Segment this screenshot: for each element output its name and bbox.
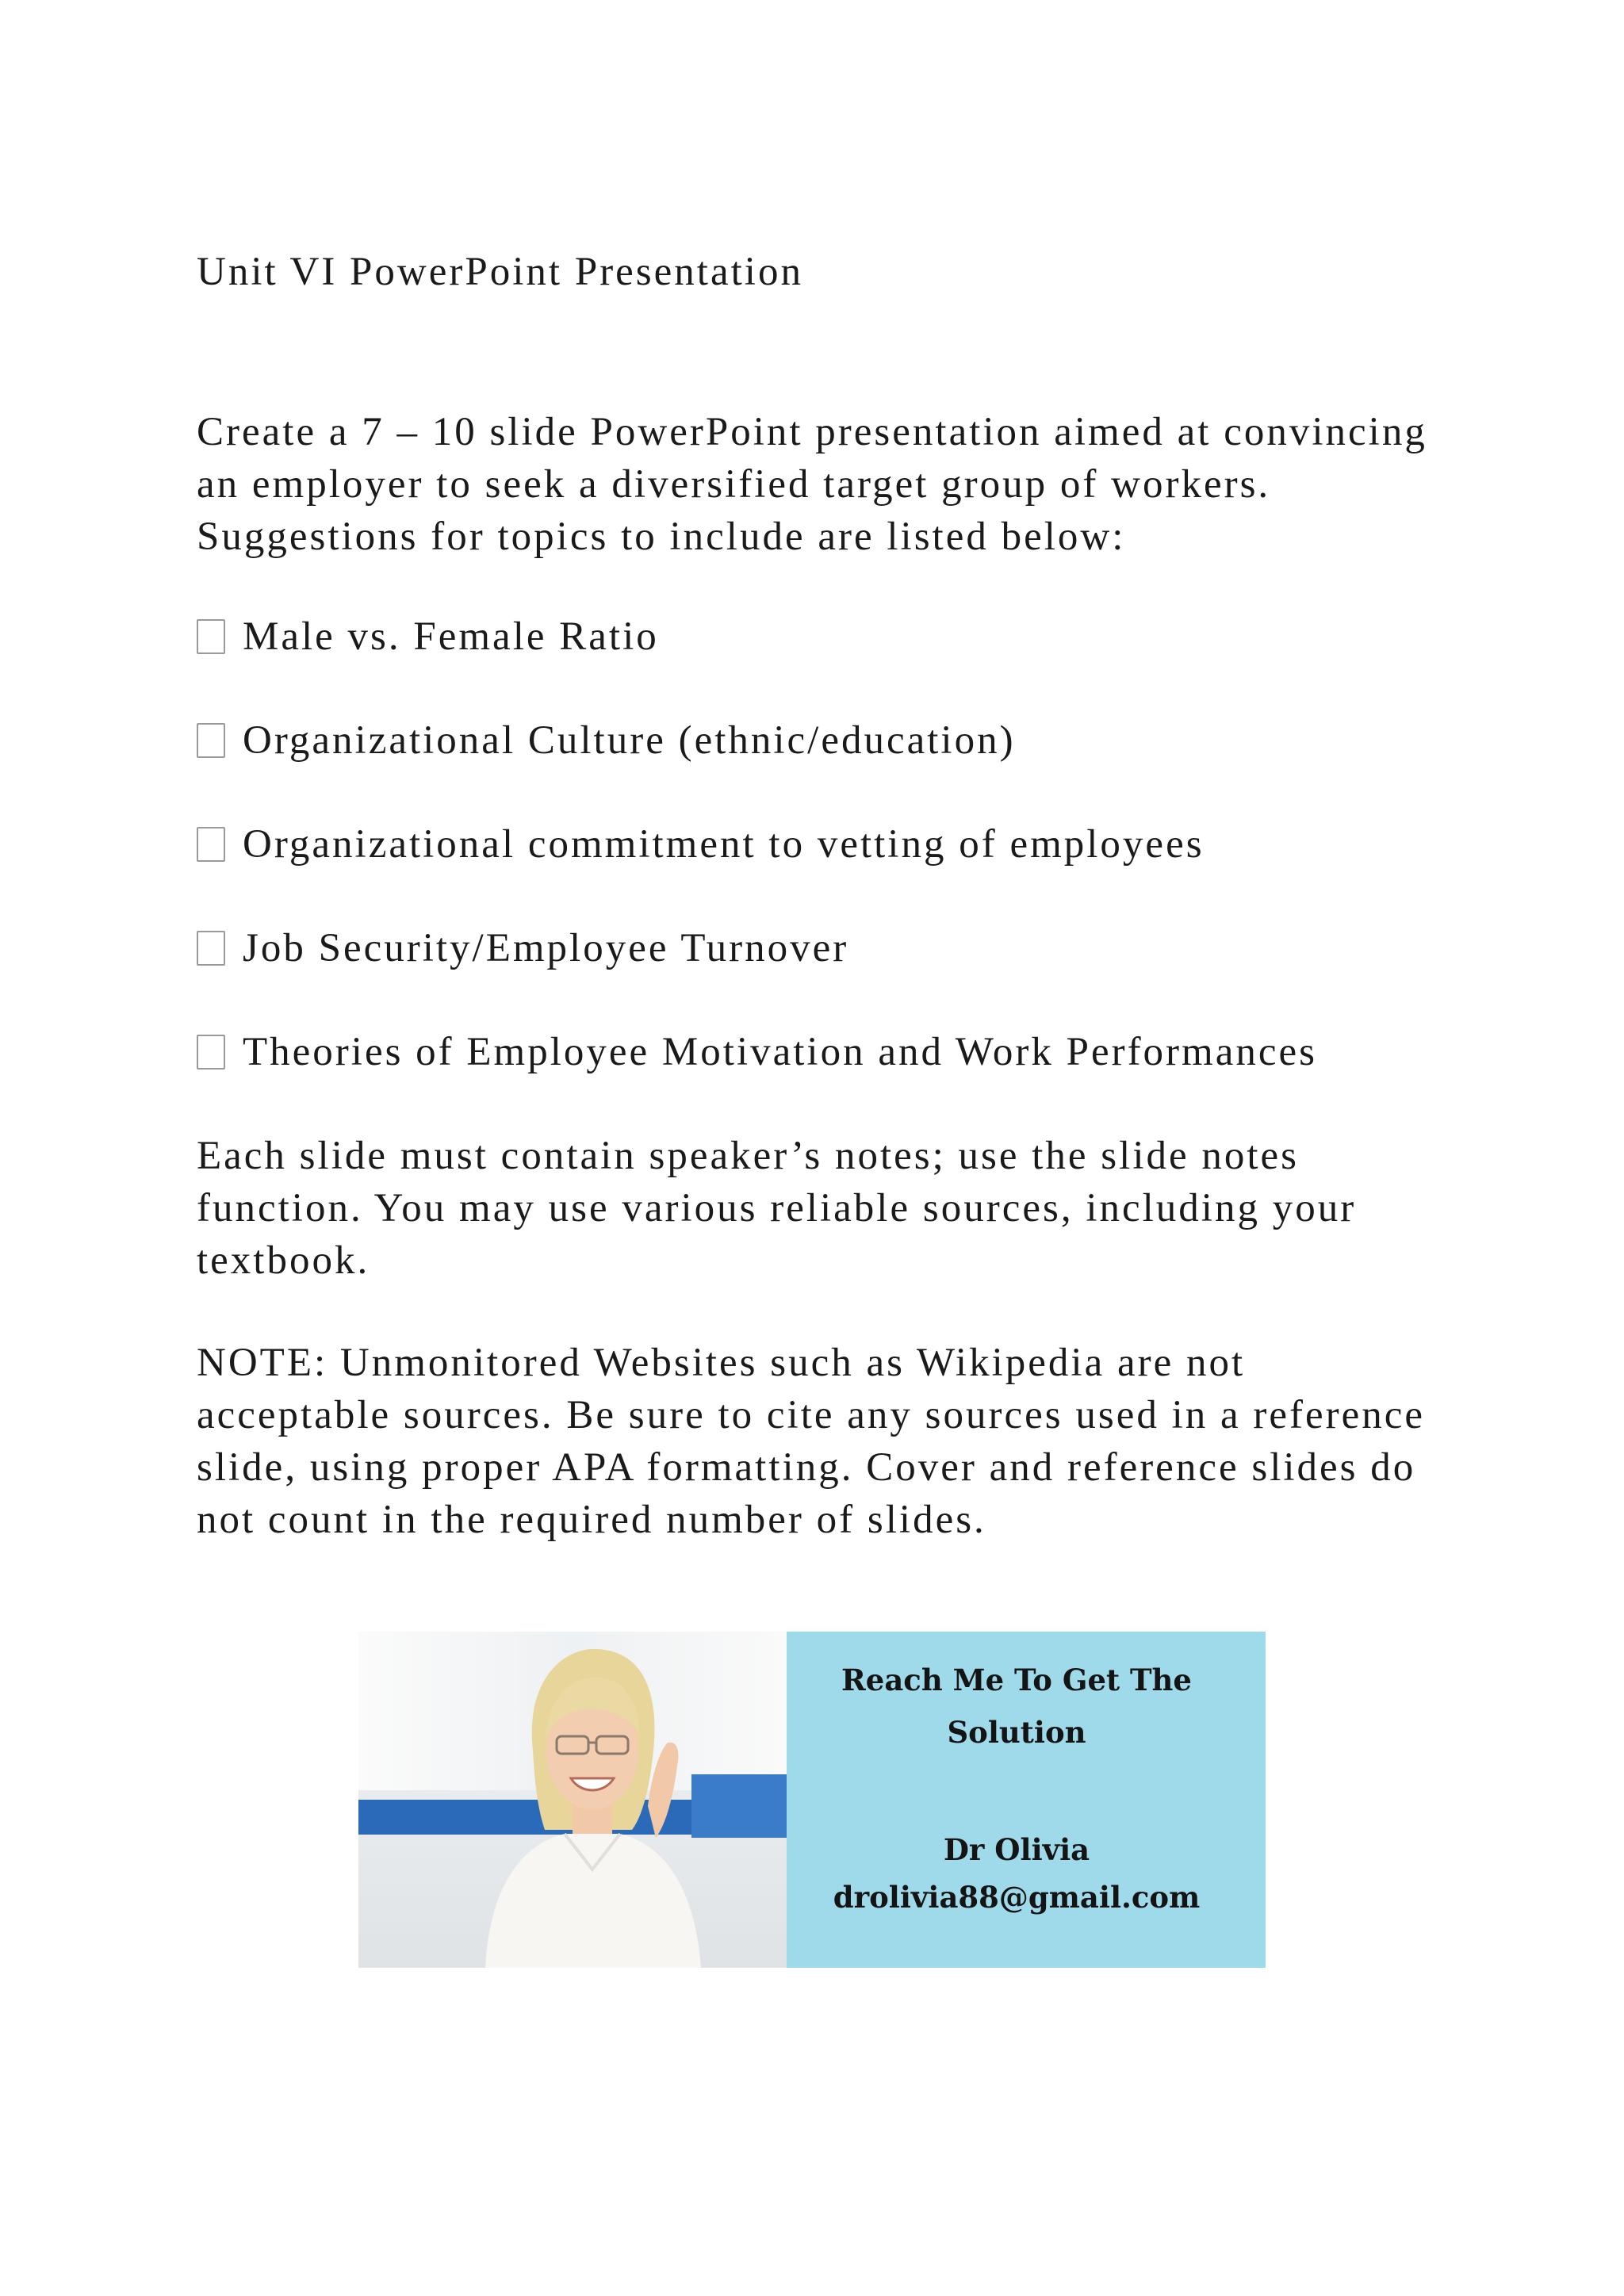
- bullet-text: Theories of Employee Motivation and Work Performances: [243, 1030, 1317, 1074]
- bullet-glyph-icon: [197, 1035, 225, 1070]
- bullet-text: Organizational commitment to vetting of employees: [243, 822, 1205, 867]
- contact-banner: [358, 1632, 1266, 1968]
- bullet-glyph-icon: [197, 619, 225, 654]
- banner-contact-email: drolivia88@gmail.com: [833, 1880, 1201, 1915]
- note-paragraph: NOTE: Unmonitored Websites such as Wikipedia are not acceptable sources. Be sure to cite any sources used in a reference slide, using proper APA formatting. Cover and reference slides do not count in the required number of slides.: [197, 1341, 1426, 1542]
- speaker-notes-paragraph: Each slide must contain speaker’s notes; use the slide notes function. You may use various reliable sources, including your textbook.: [197, 1134, 1357, 1283]
- intro-paragraph: Create a 7 – 10 slide PowerPoint presentation aimed at convincing an employer to seek a diversified target group of workers. Suggestions for topics to include are listed below:: [197, 410, 1427, 559]
- bullet-text: Male vs. Female Ratio: [243, 614, 659, 659]
- banner-contact-panel: [787, 1632, 1266, 1968]
- woman-photo-icon: [469, 1632, 707, 1968]
- bullet-text: Job Security/Employee Turnover: [243, 926, 849, 970]
- bullet-item: [197, 922, 848, 974]
- bullet-glyph-icon: [197, 827, 225, 862]
- banner-photo: [358, 1632, 787, 1968]
- bullet-glyph-icon: [197, 931, 225, 966]
- bullet-item: [197, 610, 659, 663]
- bullet-item: [197, 818, 1205, 871]
- banner-line-1: Reach Me To Get The: [841, 1663, 1192, 1697]
- bullet-text: Organizational Culture (ethnic/education): [243, 718, 1016, 763]
- bullet-item: [197, 1026, 1317, 1078]
- document-title: Unit VI PowerPoint Presentation: [197, 250, 803, 294]
- bullet-item: [197, 714, 1016, 767]
- banner-line-2: Solution: [947, 1715, 1086, 1750]
- banner-contact-name: Dr Olivia: [943, 1832, 1090, 1867]
- bullet-glyph-icon: [197, 723, 225, 758]
